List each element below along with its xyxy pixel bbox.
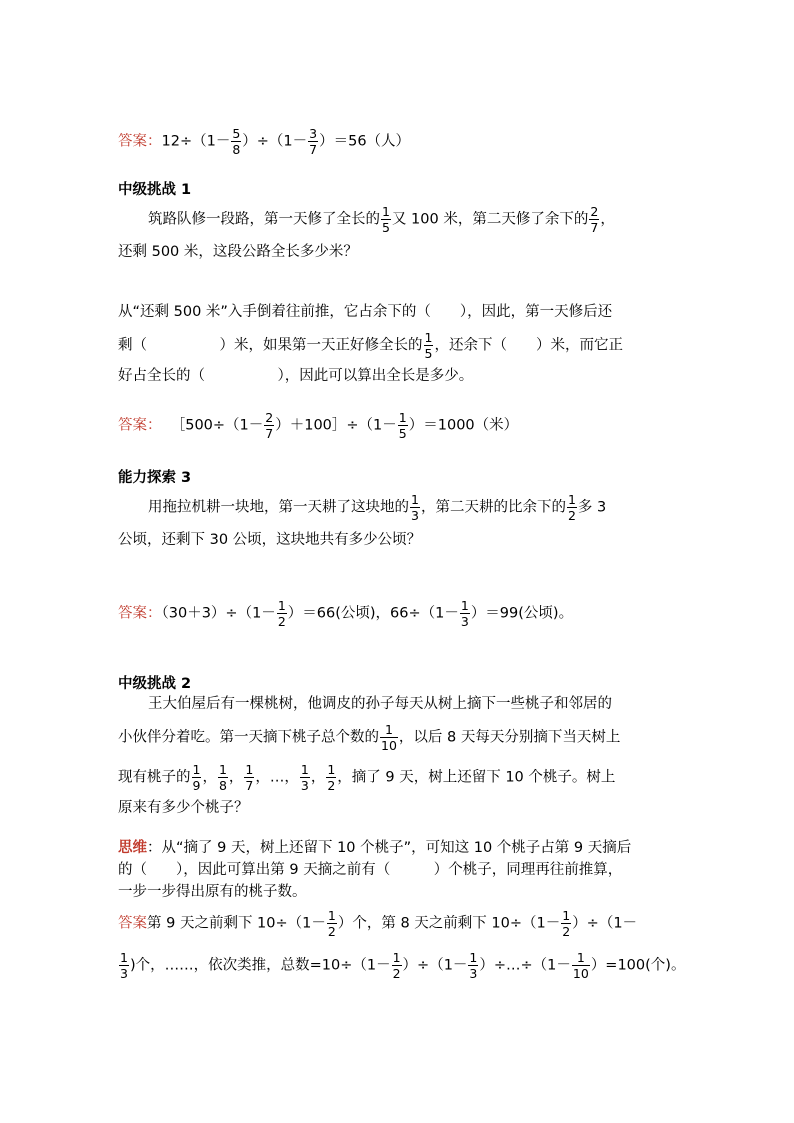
fraction-denominator: 3 — [460, 614, 469, 629]
fraction-numerator: 1 — [460, 598, 469, 613]
fraction-denominator: 7 — [309, 142, 318, 157]
fraction — [460, 598, 470, 629]
question-text: 用拖拉机耕一块地，第一天耕了这块地的 — [148, 499, 409, 516]
answer-text: ）＝99(公顷)。 — [470, 605, 574, 622]
fraction — [218, 762, 228, 793]
question-text: ，摘了 9 天，树上还留下 10 个桃子。树上 — [337, 769, 616, 786]
section-heading: 中级挑战 1 — [118, 182, 192, 198]
fraction — [589, 204, 599, 235]
fraction-numerator: 1 — [218, 762, 227, 777]
fraction-denominator: 3 — [411, 508, 419, 523]
answer-text: ）÷（1－ — [572, 915, 638, 932]
fraction-numerator: 1 — [245, 762, 254, 777]
fraction-denominator: 2 — [567, 508, 576, 523]
thinking-label: 思维 — [118, 840, 147, 856]
answer-label: 答案 — [118, 133, 147, 150]
fraction — [244, 762, 254, 793]
fraction — [424, 330, 434, 361]
answer-line-2 — [118, 410, 518, 441]
fraction-numerator: 1 — [398, 410, 407, 425]
question-line — [148, 204, 615, 235]
question-line — [148, 492, 606, 523]
question-line: 还剩 500 米，这段公路全长多少米？ — [118, 244, 358, 260]
fraction-numerator: 1 — [562, 908, 571, 923]
separator: ， — [228, 769, 244, 786]
fraction — [327, 908, 337, 939]
answer-text: ）＝56（人） — [319, 133, 411, 150]
fraction-denominator: 2 — [327, 924, 336, 939]
answer-text: ）÷（1－ — [242, 133, 308, 150]
question-line: 原来有多少个桃子？ — [118, 800, 249, 816]
thinking-line — [118, 838, 631, 858]
question-text: 筑路队修一段路，第一天修了全长的 — [148, 211, 380, 228]
fraction-numerator: 1 — [424, 330, 433, 345]
fraction — [192, 762, 202, 793]
fraction-numerator: 1 — [411, 492, 419, 507]
fraction-numerator: 1 — [192, 762, 201, 777]
answer-text: 第 9 天之前剩下 10÷（1－ — [147, 915, 326, 932]
fraction — [231, 126, 241, 157]
explanation-text: 剩（ ）米，如果第一天正好修全长的 — [118, 337, 423, 354]
fraction-numerator: 3 — [309, 126, 318, 141]
fraction-denominator: 2 — [277, 614, 286, 629]
fraction-numerator: 1 — [120, 950, 128, 965]
answer-line-3 — [118, 598, 573, 629]
fraction-numerator: 1 — [572, 950, 590, 966]
thinking-line: 的（ ），因此可算出第 9 天摘之前有（ ）个桃子，同理再往前推算， — [118, 862, 623, 878]
fraction-numerator: 1 — [380, 722, 398, 738]
answer-line-1 — [118, 126, 410, 157]
fraction-denominator: 10 — [572, 966, 589, 981]
answer-text: ）÷…÷（1－ — [479, 957, 571, 974]
separator: ，…， — [255, 769, 299, 786]
fraction — [326, 762, 336, 793]
answer-text: （30＋3）÷（1－ — [161, 605, 276, 622]
fraction-denominator: 9 — [192, 778, 201, 793]
fraction-denominator: 10 — [381, 738, 397, 753]
answer-text: ）＝66(公顷)，66÷（1－ — [287, 605, 459, 622]
fraction — [572, 950, 590, 981]
fraction — [381, 204, 391, 235]
answer-colon: ： — [147, 417, 162, 434]
explanation-text: ，还余下（ ）米，而它正 — [434, 337, 623, 354]
fraction — [392, 950, 402, 981]
answer-text: ）＝1000（米） — [408, 417, 519, 434]
answer-text: ）=100(个)。 — [590, 957, 686, 974]
question-line — [118, 722, 620, 753]
fraction — [398, 410, 408, 441]
fraction-denominator: 3 — [300, 778, 309, 793]
fraction — [308, 126, 318, 157]
fraction-numerator: 1 — [567, 492, 576, 507]
fraction-denominator: 3 — [469, 966, 478, 981]
explanation-line — [118, 330, 623, 361]
fraction — [300, 762, 310, 793]
question-text: 多 3 — [577, 499, 607, 516]
fraction-denominator: 7 — [245, 778, 254, 793]
question-line: 公顷，还剩下 30 公顷，这块地共有多少公顷？ — [118, 532, 422, 548]
fraction — [380, 722, 398, 753]
answer-line-4 — [118, 908, 637, 939]
fraction-denominator: 2 — [327, 778, 336, 793]
question-text: 小伙伴分着吃。第一天摘下桃子总个数的 — [118, 729, 379, 746]
fraction — [264, 410, 274, 441]
fraction-numerator: 5 — [232, 126, 241, 141]
fraction — [410, 492, 420, 523]
fraction-numerator: 2 — [265, 410, 274, 425]
fraction-denominator: 5 — [398, 426, 407, 441]
answer-text: )个，……，依次类推，总数=10÷（1－ — [129, 957, 391, 974]
answer-label: 答案 — [118, 605, 147, 622]
question-text: 又 100 米，第二天修了余下的 — [391, 211, 589, 228]
answer-label: 答案 — [118, 915, 147, 932]
question-line: 王大伯屋后有一棵桃树，他调皮的孙子每天从树上摘下一些桃子和邻居的 — [148, 696, 612, 712]
thinking-line: 一步一步得出原有的桃子数。 — [118, 884, 307, 900]
thinking-text: ：从“摘了 9 天，树上还留下 10 个桃子”，可知这 10 个桃子占第 9 天摘后 — [147, 840, 632, 856]
explanation-line: 从“还剩 500 米”入手倒着往前推，它占余下的（ ），因此，第一天修后还 — [118, 304, 613, 320]
fraction-denominator: 7 — [590, 220, 599, 235]
answer-colon: ： — [147, 605, 162, 622]
answer-text: ［500÷（1－ — [170, 417, 264, 434]
question-line — [118, 762, 615, 793]
question-text: 现有桃子的 — [118, 769, 191, 786]
answer-text: ）÷（1－ — [402, 957, 468, 974]
question-text: ， — [600, 211, 615, 228]
separator: ， — [310, 769, 326, 786]
fraction-denominator: 2 — [562, 924, 571, 939]
fraction-denominator: 2 — [392, 966, 401, 981]
answer-text: 12÷（1－ — [161, 133, 231, 150]
fraction-denominator: 7 — [265, 426, 274, 441]
answer-line-5 — [118, 950, 685, 981]
fraction-numerator: 1 — [300, 762, 309, 777]
answer-colon: ： — [147, 133, 162, 150]
explanation-line: 好占全长的（ ），因此可以算出全长是多少。 — [118, 368, 474, 384]
fraction-denominator: 8 — [218, 778, 227, 793]
fraction-denominator: 3 — [120, 966, 128, 981]
fraction-denominator: 5 — [382, 220, 390, 235]
section-heading: 中级挑战 2 — [118, 676, 192, 692]
fraction-numerator: 1 — [327, 908, 336, 923]
fraction — [561, 908, 571, 939]
fraction-denominator: 5 — [424, 346, 433, 361]
question-text: ，第二天耕的比余下的 — [420, 499, 566, 516]
fraction-numerator: 1 — [277, 598, 286, 613]
question-text: ，以后 8 天每天分别摘下当天树上 — [398, 729, 621, 746]
answer-text: ）＋100］÷（1－ — [275, 417, 397, 434]
fraction-numerator: 1 — [469, 950, 478, 965]
section-heading: 能力探索 3 — [118, 470, 192, 486]
fraction — [567, 492, 577, 523]
fraction — [277, 598, 287, 629]
answer-text: ）个，第 8 天之前剩下 10÷（1－ — [337, 915, 561, 932]
fraction — [468, 950, 478, 981]
fraction-numerator: 2 — [590, 204, 599, 219]
answer-label: 答案 — [118, 417, 147, 434]
fraction-denominator: 8 — [232, 142, 241, 157]
separator: ， — [202, 769, 217, 786]
fraction-numerator: 1 — [382, 204, 390, 219]
fraction-numerator: 1 — [392, 950, 401, 965]
fraction — [119, 950, 129, 981]
fraction-numerator: 1 — [327, 762, 336, 777]
